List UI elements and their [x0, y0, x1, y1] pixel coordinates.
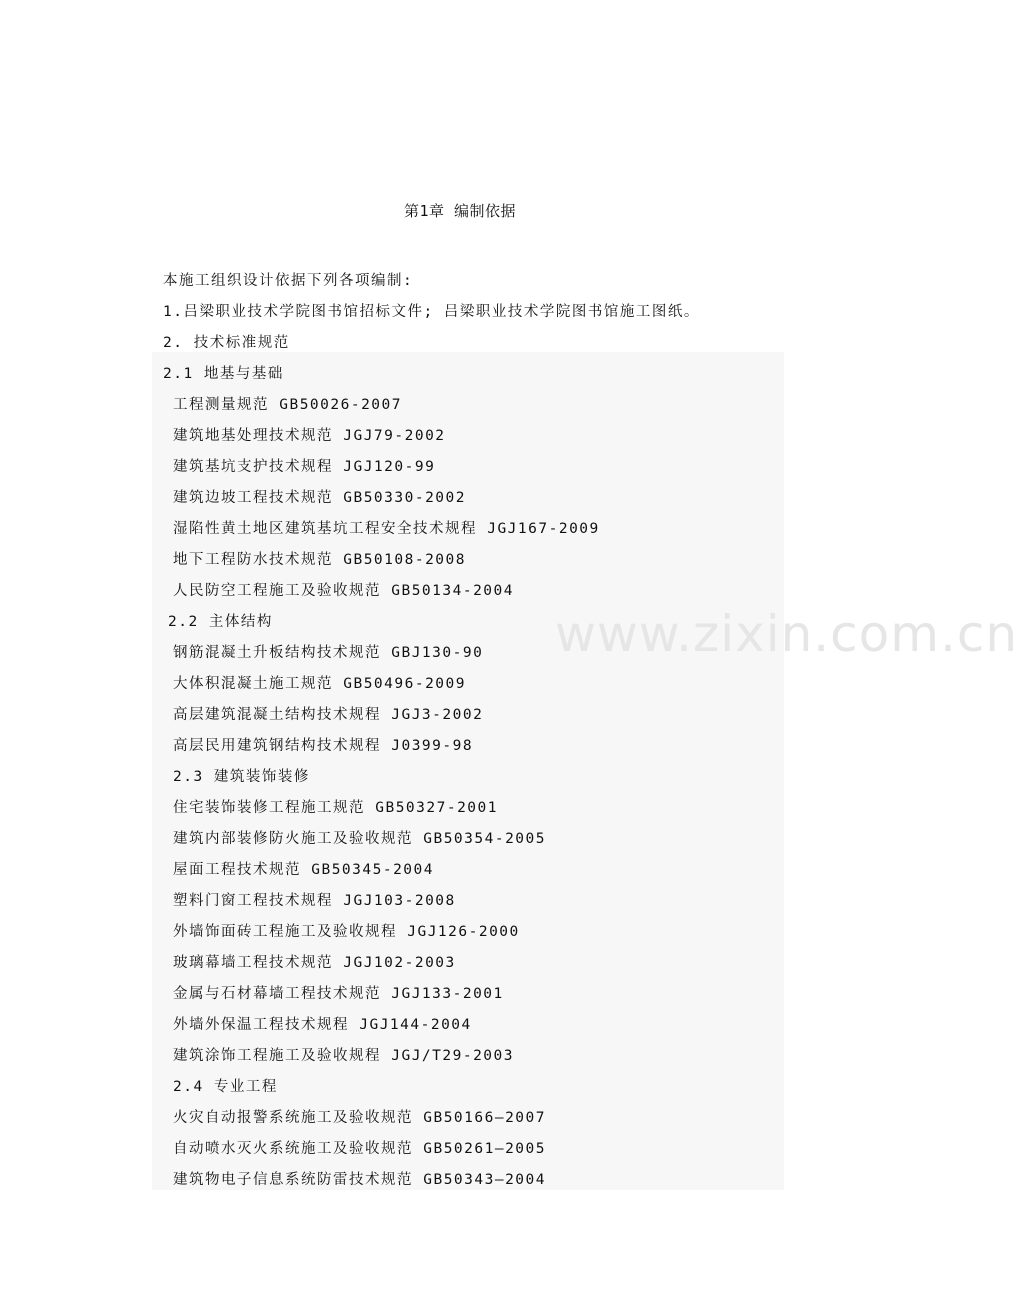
standard-item: 建筑地基处理技术规范 JGJ79-2002	[173, 428, 446, 444]
standard-item: 建筑涂饰工程施工及验收规程 JGJ/T29-2003	[173, 1048, 514, 1064]
standard-item: 地下工程防水技术规范 GB50108-2008	[173, 552, 466, 568]
standard-item: 人民防空工程施工及验收规范 GB50134-2004	[173, 583, 514, 599]
standard-item: 高层建筑混凝土结构技术规程 JGJ3-2002	[173, 707, 484, 723]
standard-item: 金属与石材幕墙工程技术规范 JGJ133-2001	[173, 986, 504, 1002]
standard-item: 外墙饰面砖工程施工及验收规程 JGJ126-2000	[173, 924, 520, 940]
standard-item: 屋面工程技术规范 GB50345-2004	[173, 862, 434, 878]
standard-item: 建筑物电子信息系统防雷技术规范 GB50343—2004	[173, 1172, 546, 1188]
standard-item: 大体积混凝土施工规范 GB50496-2009	[173, 676, 466, 692]
section-heading: 2.4 专业工程	[173, 1079, 278, 1095]
section-heading: 2.3 建筑装饰装修	[173, 769, 310, 785]
basis-item-2: 2. 技术标准规范	[163, 335, 290, 351]
standard-item: 住宅装饰装修工程施工规范 GB50327-2001	[173, 800, 498, 816]
watermark: www.zixin.com.cn	[555, 605, 1018, 663]
basis-item-1: 1.吕梁职业技术学院图书馆招标文件; 吕梁职业技术学院图书馆施工图纸。	[163, 304, 700, 320]
section-heading: 2.1 地基与基础	[163, 366, 284, 382]
standard-item: 塑料门窗工程技术规程 JGJ103-2008	[173, 893, 456, 909]
standard-item: 自动喷水灭火系统施工及验收规范 GB50261—2005	[173, 1141, 546, 1157]
standard-item: 建筑基坑支护技术规程 JGJ120-99	[173, 459, 436, 475]
standard-item: 建筑边坡工程技术规范 GB50330-2002	[173, 490, 466, 506]
standard-item: 建筑内部装修防火施工及验收规范 GB50354-2005	[173, 831, 546, 847]
standard-item: 玻璃幕墙工程技术规范 JGJ102-2003	[173, 955, 456, 971]
standard-item: 高层民用建筑钢结构技术规程 J0399-98	[173, 738, 474, 754]
chapter-title: 第1章 编制依据	[403, 202, 517, 220]
standard-item: 外墙外保温工程技术规程 JGJ144-2004	[173, 1017, 472, 1033]
standard-item: 湿陷性黄土地区建筑基坑工程安全技术规程 JGJ167-2009	[173, 521, 600, 537]
intro-text: 本施工组织设计依据下列各项编制:	[163, 273, 414, 289]
section-heading: 2.2 主体结构	[168, 614, 273, 630]
standard-item: 火灾自动报警系统施工及验收规范 GB50166—2007	[173, 1110, 546, 1126]
standard-item: 钢筋混凝土升板结构技术规范 GBJ130-90	[173, 645, 484, 661]
standard-item: 工程测量规范 GB50026-2007	[173, 397, 402, 413]
